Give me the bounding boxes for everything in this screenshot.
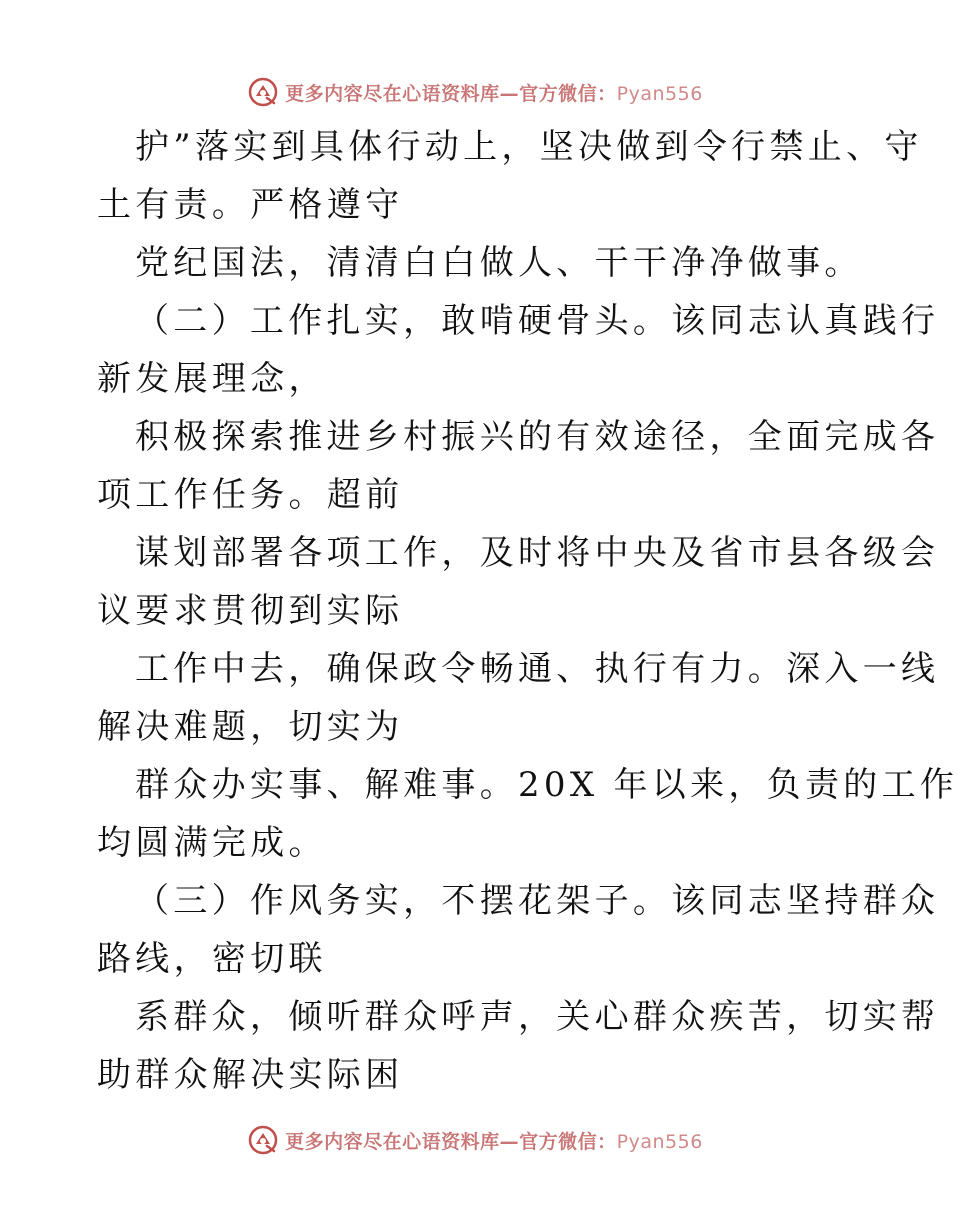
text-line: （三）作风务实，不摆花架子。该同志坚持群众 bbox=[135, 881, 940, 921]
text-line: 项工作任务。超前 bbox=[97, 475, 404, 515]
header-watermark bbox=[0, 72, 950, 112]
text-line: 均圆满完成。 bbox=[97, 823, 327, 863]
text-line: 议要求贯彻到实际 bbox=[97, 591, 404, 631]
document-body bbox=[97, 118, 958, 1104]
footer-watermark bbox=[0, 1120, 950, 1160]
text-line: 解决难题，切实为 bbox=[97, 707, 404, 747]
text-line: 土有责。严格遵守 bbox=[97, 185, 404, 225]
header-watermark-text: 更多内容尽在心语资料库—官方微信：Pyan556 bbox=[285, 82, 703, 105]
text-line: 谋划部署各项工作，及时将中央及省市县各级会 bbox=[135, 533, 940, 573]
wechat-seal-icon bbox=[247, 1124, 279, 1156]
footer-watermark-text: 更多内容尽在心语资料库—官方微信：Pyan556 bbox=[285, 1130, 703, 1153]
text-line: 党纪国法，清清白白做人、干干净净做事。 bbox=[135, 243, 863, 283]
text-line: 积极探索推进乡村振兴的有效途径，全面完成各 bbox=[135, 417, 940, 457]
text-line: 群众办实事、解难事。20X 年以来，负责的工作 bbox=[135, 765, 958, 805]
text-line: 路线，密切联 bbox=[97, 939, 327, 979]
text-line: 系群众，倾听群众呼声，关心群众疾苦，切实帮 bbox=[135, 997, 940, 1037]
text-line: 助群众解决实际困 bbox=[97, 1055, 404, 1095]
wechat-seal-icon bbox=[247, 76, 279, 108]
text-line: 工作中去，确保政令畅通、执行有力。深入一线 bbox=[135, 649, 940, 689]
text-line: （二）工作扎实，敢啃硬骨头。该同志认真践行 bbox=[135, 301, 940, 341]
text-line: 护”落实到具体行动上，坚决做到令行禁止、守 bbox=[135, 127, 923, 167]
text-line: 新发展理念， bbox=[97, 359, 327, 399]
